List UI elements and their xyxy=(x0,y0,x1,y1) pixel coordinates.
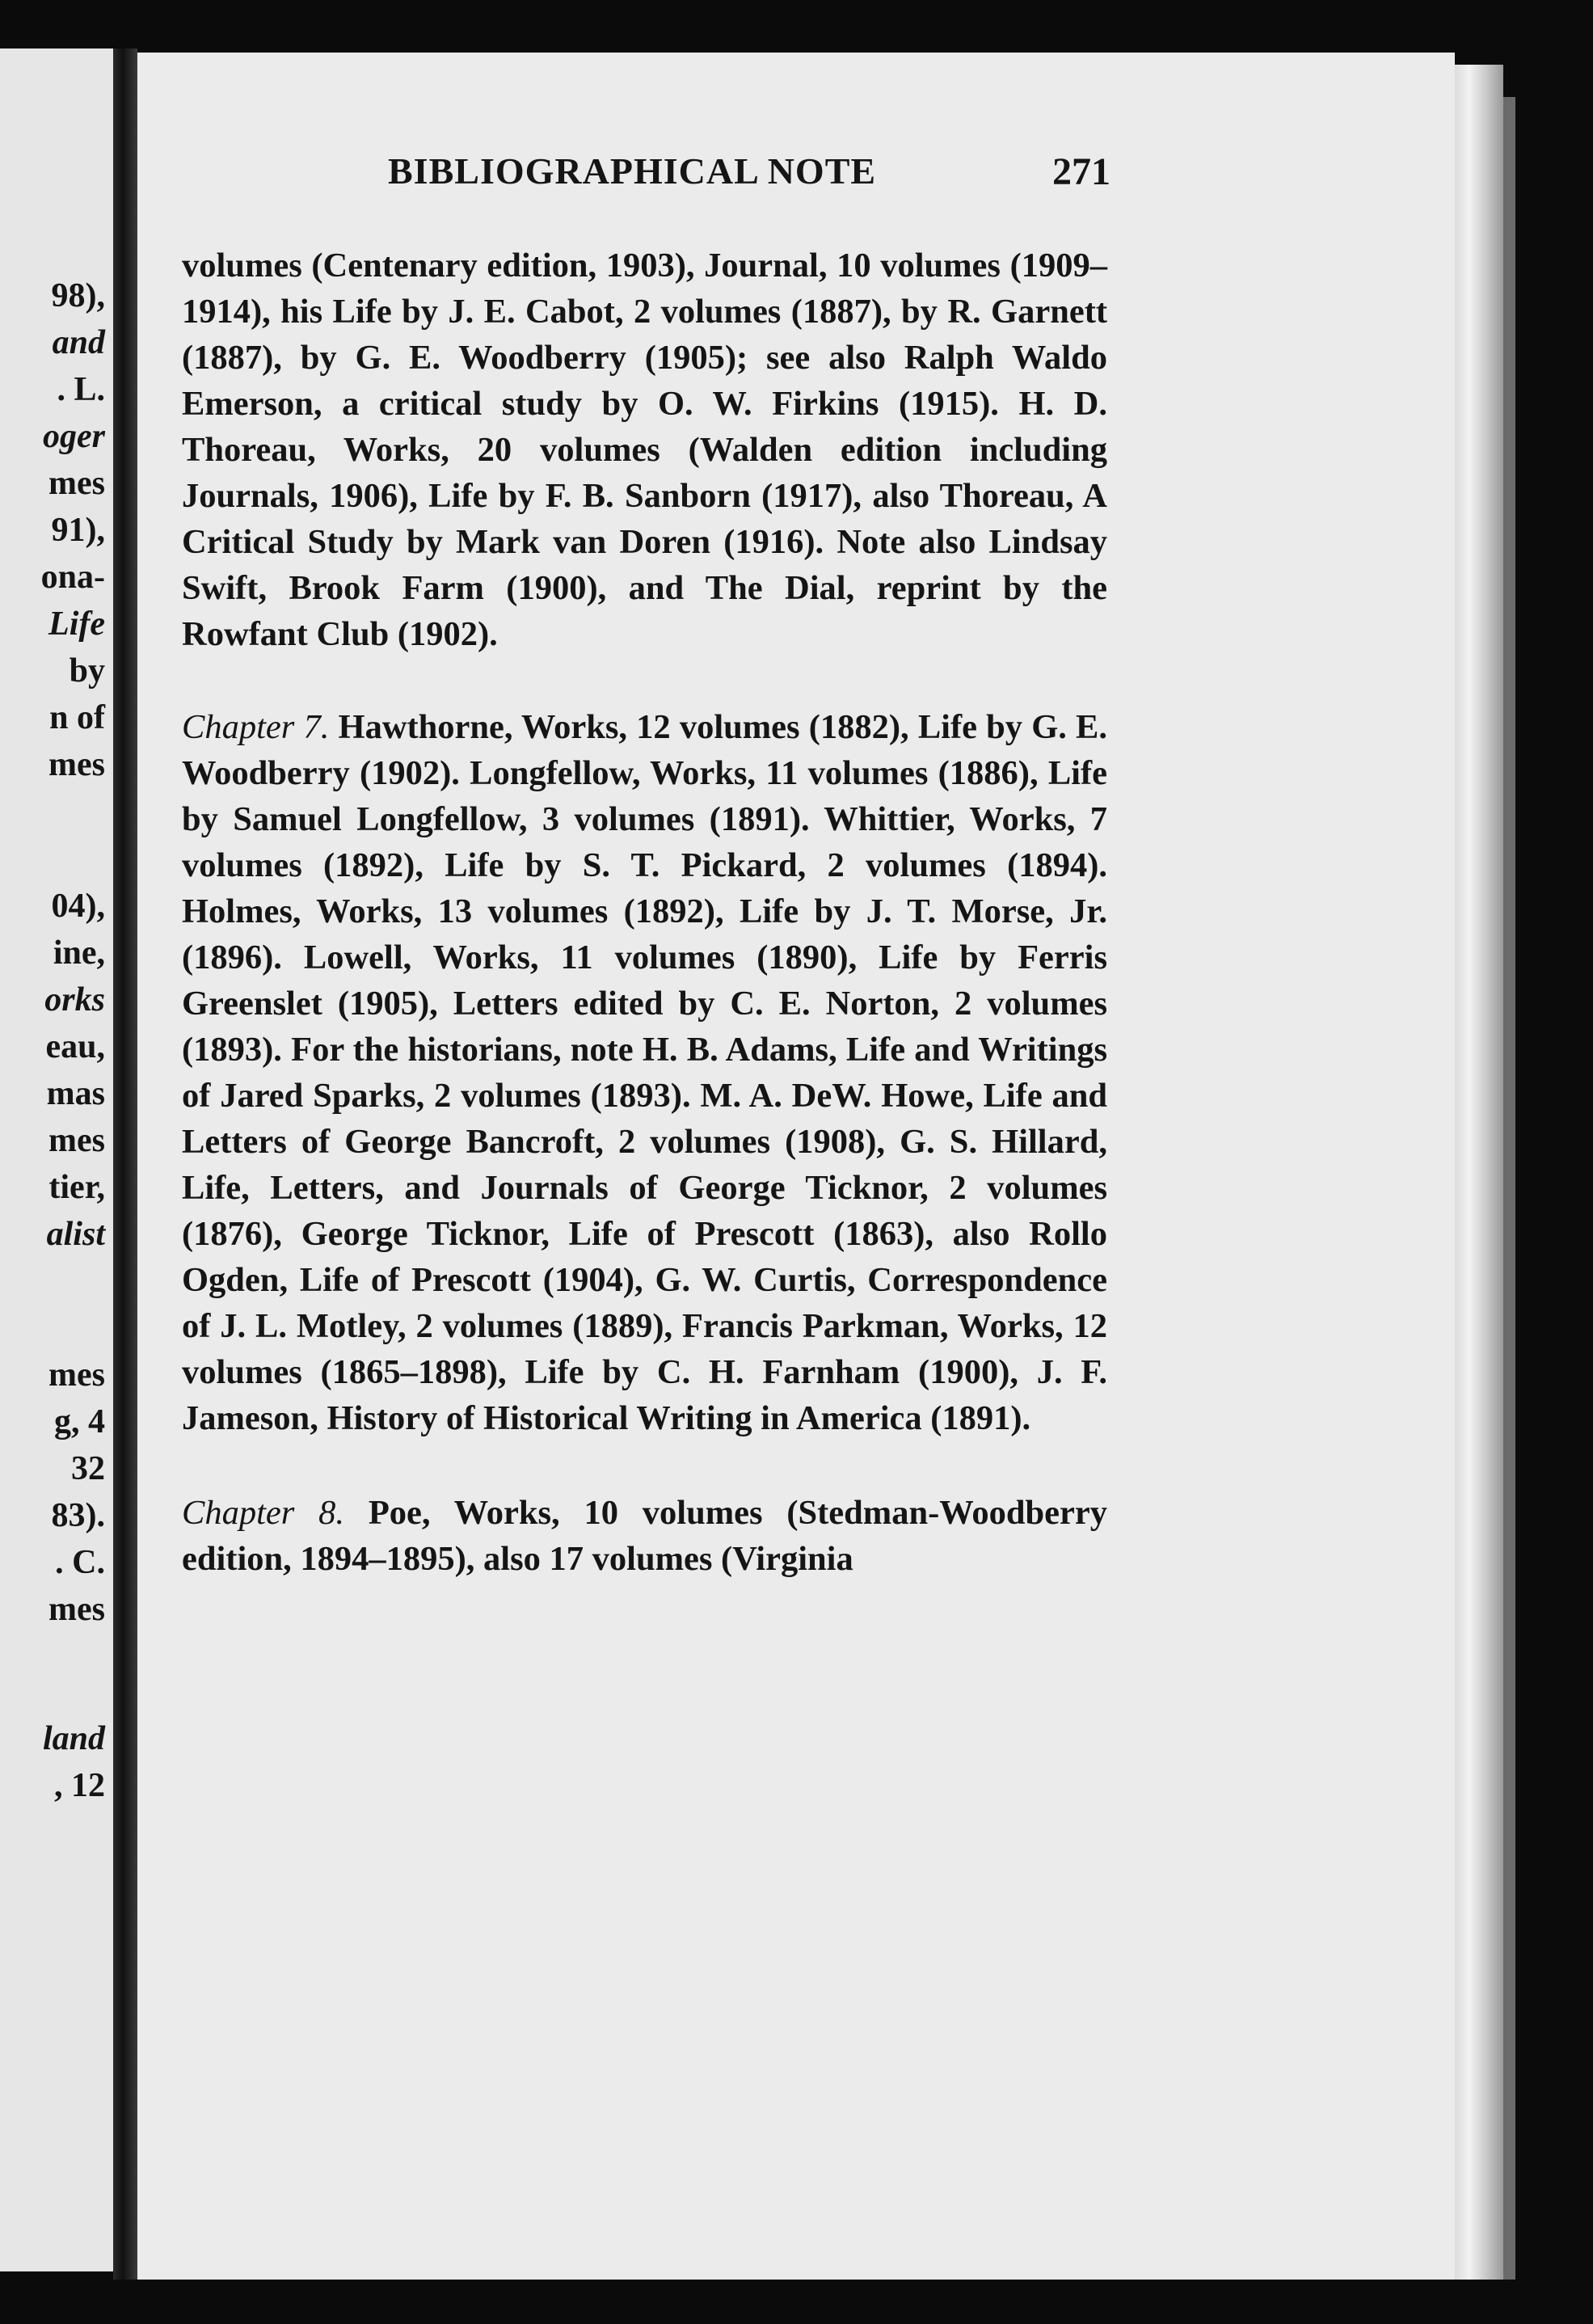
facing-page-fragment: mes xyxy=(48,746,105,783)
facing-page-fragment: 83). xyxy=(51,1497,105,1534)
facing-page-fragment: g, 4 xyxy=(54,1403,105,1440)
facing-page-fragment: mes xyxy=(48,465,105,502)
page-stack-shadow xyxy=(1503,97,1515,2280)
running-head: BIBLIOGRAPHICAL NOTE xyxy=(388,150,877,192)
paragraph-text: Poe, Works, 10 volumes (Stedman-Woodberry edition, 1894–1895), also 17 volumes (Virginia xyxy=(182,1494,1108,1578)
chapter-label: Chapter 8. xyxy=(182,1494,345,1532)
page-header xyxy=(388,150,1115,198)
page-number: 271 xyxy=(1052,150,1110,193)
facing-page-fragment: by xyxy=(69,652,105,690)
facing-page-fragment: eau, xyxy=(45,1028,105,1065)
chapter-label: Chapter 7. xyxy=(182,708,330,746)
paragraph xyxy=(182,243,1107,657)
facing-page-fragment: orks xyxy=(44,981,105,1019)
facing-page-fragment: 91), xyxy=(51,512,105,549)
paragraph xyxy=(182,704,1107,1441)
facing-page-fragment: oger xyxy=(43,418,105,455)
facing-page-fragment: mes xyxy=(48,1591,105,1628)
facing-page-fragment: Life xyxy=(48,605,105,643)
facing-page-fragment: land xyxy=(42,1720,105,1757)
facing-page-fragment: mas xyxy=(46,1075,105,1112)
facing-page-fragment: . L. xyxy=(57,371,105,408)
book-gutter xyxy=(113,49,137,2280)
facing-page-fragment: n of xyxy=(49,699,105,736)
facing-page-edge xyxy=(0,49,113,2271)
facing-page-fragment: 32 xyxy=(71,1450,105,1487)
paragraph-text: Hawthorne, Works, 12 volumes (1882), Life by G. E. Woodberry (1902). Longfellow, Works, 11 volumes (1886), Life by Samuel Longfellow, 3 volumes (1891). Whittier, Works, 7 volumes (1892), Life by S. T. Pickard, 2 volumes (1894). Holmes, Works, 13 volumes (1892), Life by J. T. Morse, Jr. (1896). Lowell, Works, 11 volumes (1890), Life by Ferris Greenslet (1905), Letters edited by C. E. Norton, 2 volumes (1893). For the historians, note H. B. Adams, Life and Writings of Jared Sparks, 2 volumes (1893). M. A. DeW. Howe, Life and Letters of George Bancroft, 2 volumes (1908), G. S. Hillard, Life, Letters, and Journals of George Ticknor, 2 volumes (1876), George Ticknor, Life of Prescott (1863), also Rollo Ogden, Life of Prescott (1904), G. W. Curtis, Correspondence of J. L. Motley, 2 volumes (1889), Francis Parkman, Works, 12 volumes (1865–1898), Life by C. H. Farnham (1900), J. F. Jameson, History of Historical Writing in America (1891). xyxy=(182,708,1108,1437)
facing-page-fragment: mes xyxy=(48,1356,105,1394)
facing-page-fragment: 04), xyxy=(51,888,105,925)
page-stack-edge xyxy=(1455,65,1503,2280)
bibliography-text xyxy=(182,243,1107,1630)
facing-page-fragment: 98), xyxy=(51,277,105,314)
paragraph-text: volumes (Centenary edition, 1903), Journal, 10 volumes (1909–1914), his Life by J. E. Cabot, 2 volumes (1887), by R. Garnett (1887), by G. E. Woodberry (1905); see also Ralph Waldo Emerson, a critical study by O. W. Firkins (1915). H. D. Thoreau, Works, 20 volumes (Walden edition including Journals, 1906), Life by F. B. Sanborn (1917), also Thoreau, A Critical Study by Mark van Doren (1916). Note also Lindsay Swift, Brook Farm (1900), and The Dial, reprint by the Rowfant Club (1902). xyxy=(182,247,1107,653)
facing-page-fragment: ona- xyxy=(40,559,105,596)
facing-page-fragment: , 12 xyxy=(54,1767,105,1804)
facing-page-fragment: alist xyxy=(46,1216,105,1253)
facing-page-fragment: tier, xyxy=(48,1169,105,1206)
paragraph xyxy=(182,1490,1107,1582)
facing-page-fragment: . C. xyxy=(55,1544,105,1581)
facing-page-fragment: mes xyxy=(48,1122,105,1159)
facing-page-fragment: ine, xyxy=(53,934,105,972)
facing-page-fragment: and xyxy=(52,324,105,361)
